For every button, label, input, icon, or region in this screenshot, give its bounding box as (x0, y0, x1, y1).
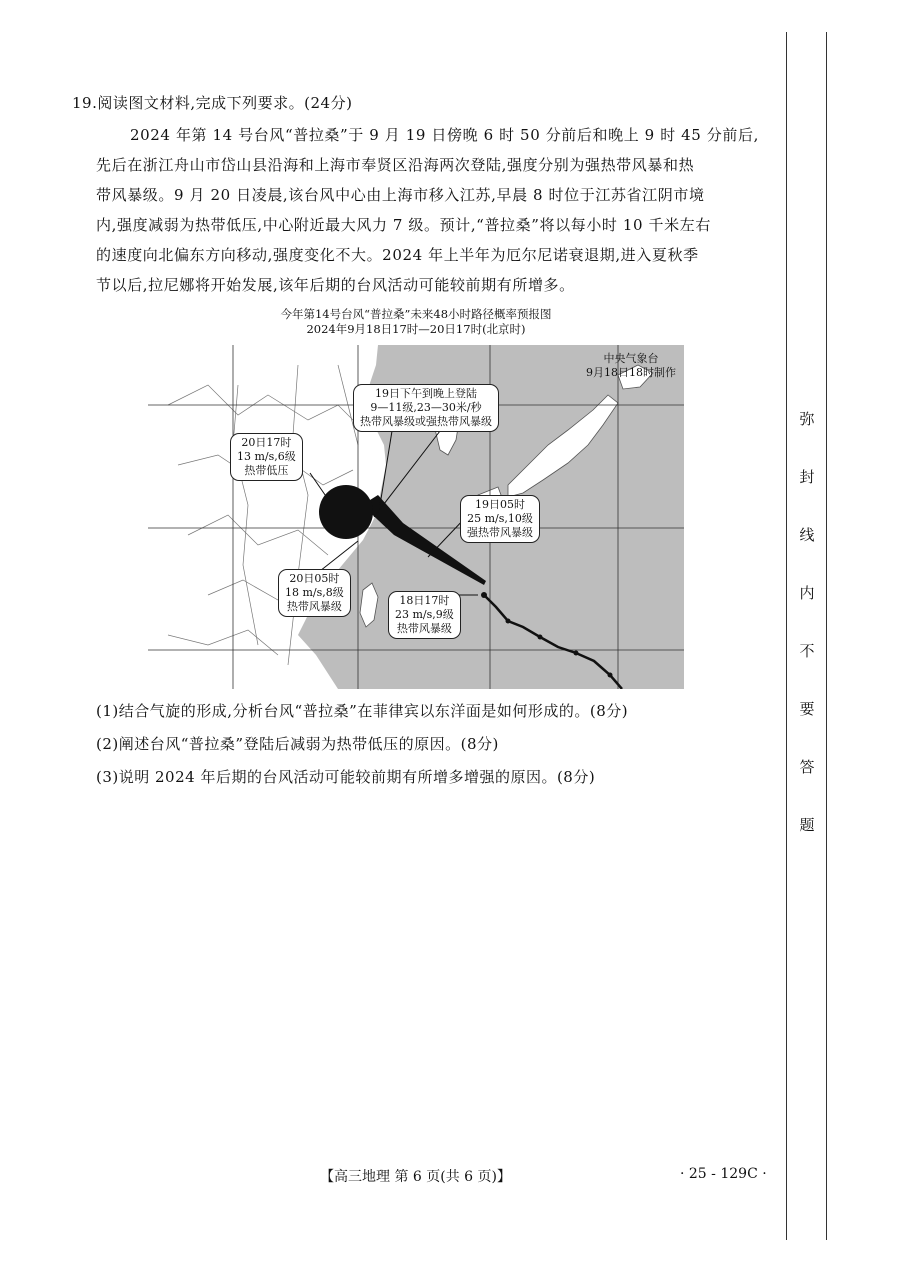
callout-18-17 (388, 591, 461, 639)
callout-18-17-line-3: 热带风暴级 (396, 622, 452, 635)
seal-char-2: 封 (799, 468, 815, 486)
subquestion-2: (2)阐述台风“普拉桑”登陆后减弱为热带低压的原因。(8分) (96, 735, 499, 753)
callout-18-17-line-1: 18日17时 (399, 594, 450, 607)
callout-19-05-line-2: 25 m/s,10级 (467, 512, 533, 525)
seal-char-5: 不 (799, 642, 815, 660)
callout-landfall-line-2: 9—11级,23—30米/秒 (370, 401, 482, 414)
material-line-5: 的速度向北偏东方向移动,强度变化不大。2024 年上半年为厄尔尼诺衰退期,进入夏秋季 (96, 246, 699, 264)
callout-20-05-line-3: 热带风暴级 (286, 600, 342, 613)
typhoon-track-map (148, 345, 684, 689)
material-line-2: 先后在浙江舟山市岱山县沿海和上海市奉贤区沿海两次登陆,强度分别为强热带风暴和热 (96, 156, 695, 174)
footer-exam-code: · 25 - 129C · (680, 1166, 767, 1182)
agency-date: 9月18日18时制作 (586, 366, 676, 379)
callout-20-05 (278, 569, 351, 617)
subquestion-1: (1)结合气旋的形成,分析台风“普拉桑”在菲律宾以东洋面是如何形成的。(8分) (96, 702, 629, 720)
callout-landfall-line-3: 热带风暴级或强热带风暴级 (360, 415, 492, 428)
seal-char-3: 线 (799, 526, 815, 544)
callout-20-17-line-3: 热带低压 (244, 464, 289, 477)
callout-20-05-line-1: 20日05时 (289, 572, 340, 585)
callout-19-05-line-1: 19日05时 (475, 498, 525, 511)
agency-label (586, 352, 676, 380)
callout-20-05-line-2: 18 m/s,8级 (285, 586, 344, 599)
footer-page-info: 【高三地理 第 6 页(共 6 页)】 (320, 1169, 511, 1185)
callout-19-05 (460, 495, 540, 543)
seal-line-right (826, 32, 827, 1240)
question-title: 19.阅读图文材料,完成下列要求。(24分) (72, 94, 353, 112)
seal-char-1: 弥 (799, 410, 815, 428)
seal-line-left (786, 32, 787, 1240)
callout-18-17-line-2: 23 m/s,9级 (395, 608, 454, 621)
seal-char-7: 答 (799, 758, 815, 776)
callout-landfall-line-1: 19日下午到晚上登陆 (375, 387, 477, 400)
question-material (96, 120, 772, 300)
material-line-3: 带风暴级。9 月 20 日凌晨,该台风中心由上海市移入江苏,早晨 8 时位于江苏省江阴市境 (96, 186, 705, 204)
callout-19-05-line-3: 强热带风暴级 (467, 526, 533, 539)
callout-20-17 (230, 433, 303, 481)
callout-landfall (353, 384, 499, 432)
seal-char-4: 内 (799, 584, 815, 602)
material-line-6: 节以后,拉尼娜将开始发展,该年后期的台风活动可能较前期有所增多。 (96, 276, 575, 294)
subquestion-3: (3)说明 2024 年后期的台风活动可能较前期有所增多增强的原因。(8分) (96, 768, 596, 786)
material-line-4: 内,强度减弱为热带低压,中心附近最大风力 7 级。预计,“普拉桑”将以每小时 10 千米左右 (96, 216, 711, 234)
callout-20-17-line-1: 20日17时 (241, 436, 292, 449)
map-title-line-2: 2024年9月18日17时—20日17时(北京时) (306, 322, 526, 336)
agency-name: 中央气象台 (603, 352, 659, 365)
seal-char-6: 要 (799, 700, 815, 718)
callout-20-17-line-2: 13 m/s,6级 (237, 450, 296, 463)
map-title-line-1: 今年第14号台风“普拉桑”未来48小时路径概率预报图 (280, 307, 552, 321)
forecast-circle (319, 485, 373, 539)
seal-char-8: 题 (799, 816, 815, 834)
map-title (148, 307, 684, 337)
material-line-1: 2024 年第 14 号台风“普拉桑”于 9 月 19 日傍晚 6 时 50 分前后和晚上 9 时 45 分前后, (130, 126, 759, 144)
